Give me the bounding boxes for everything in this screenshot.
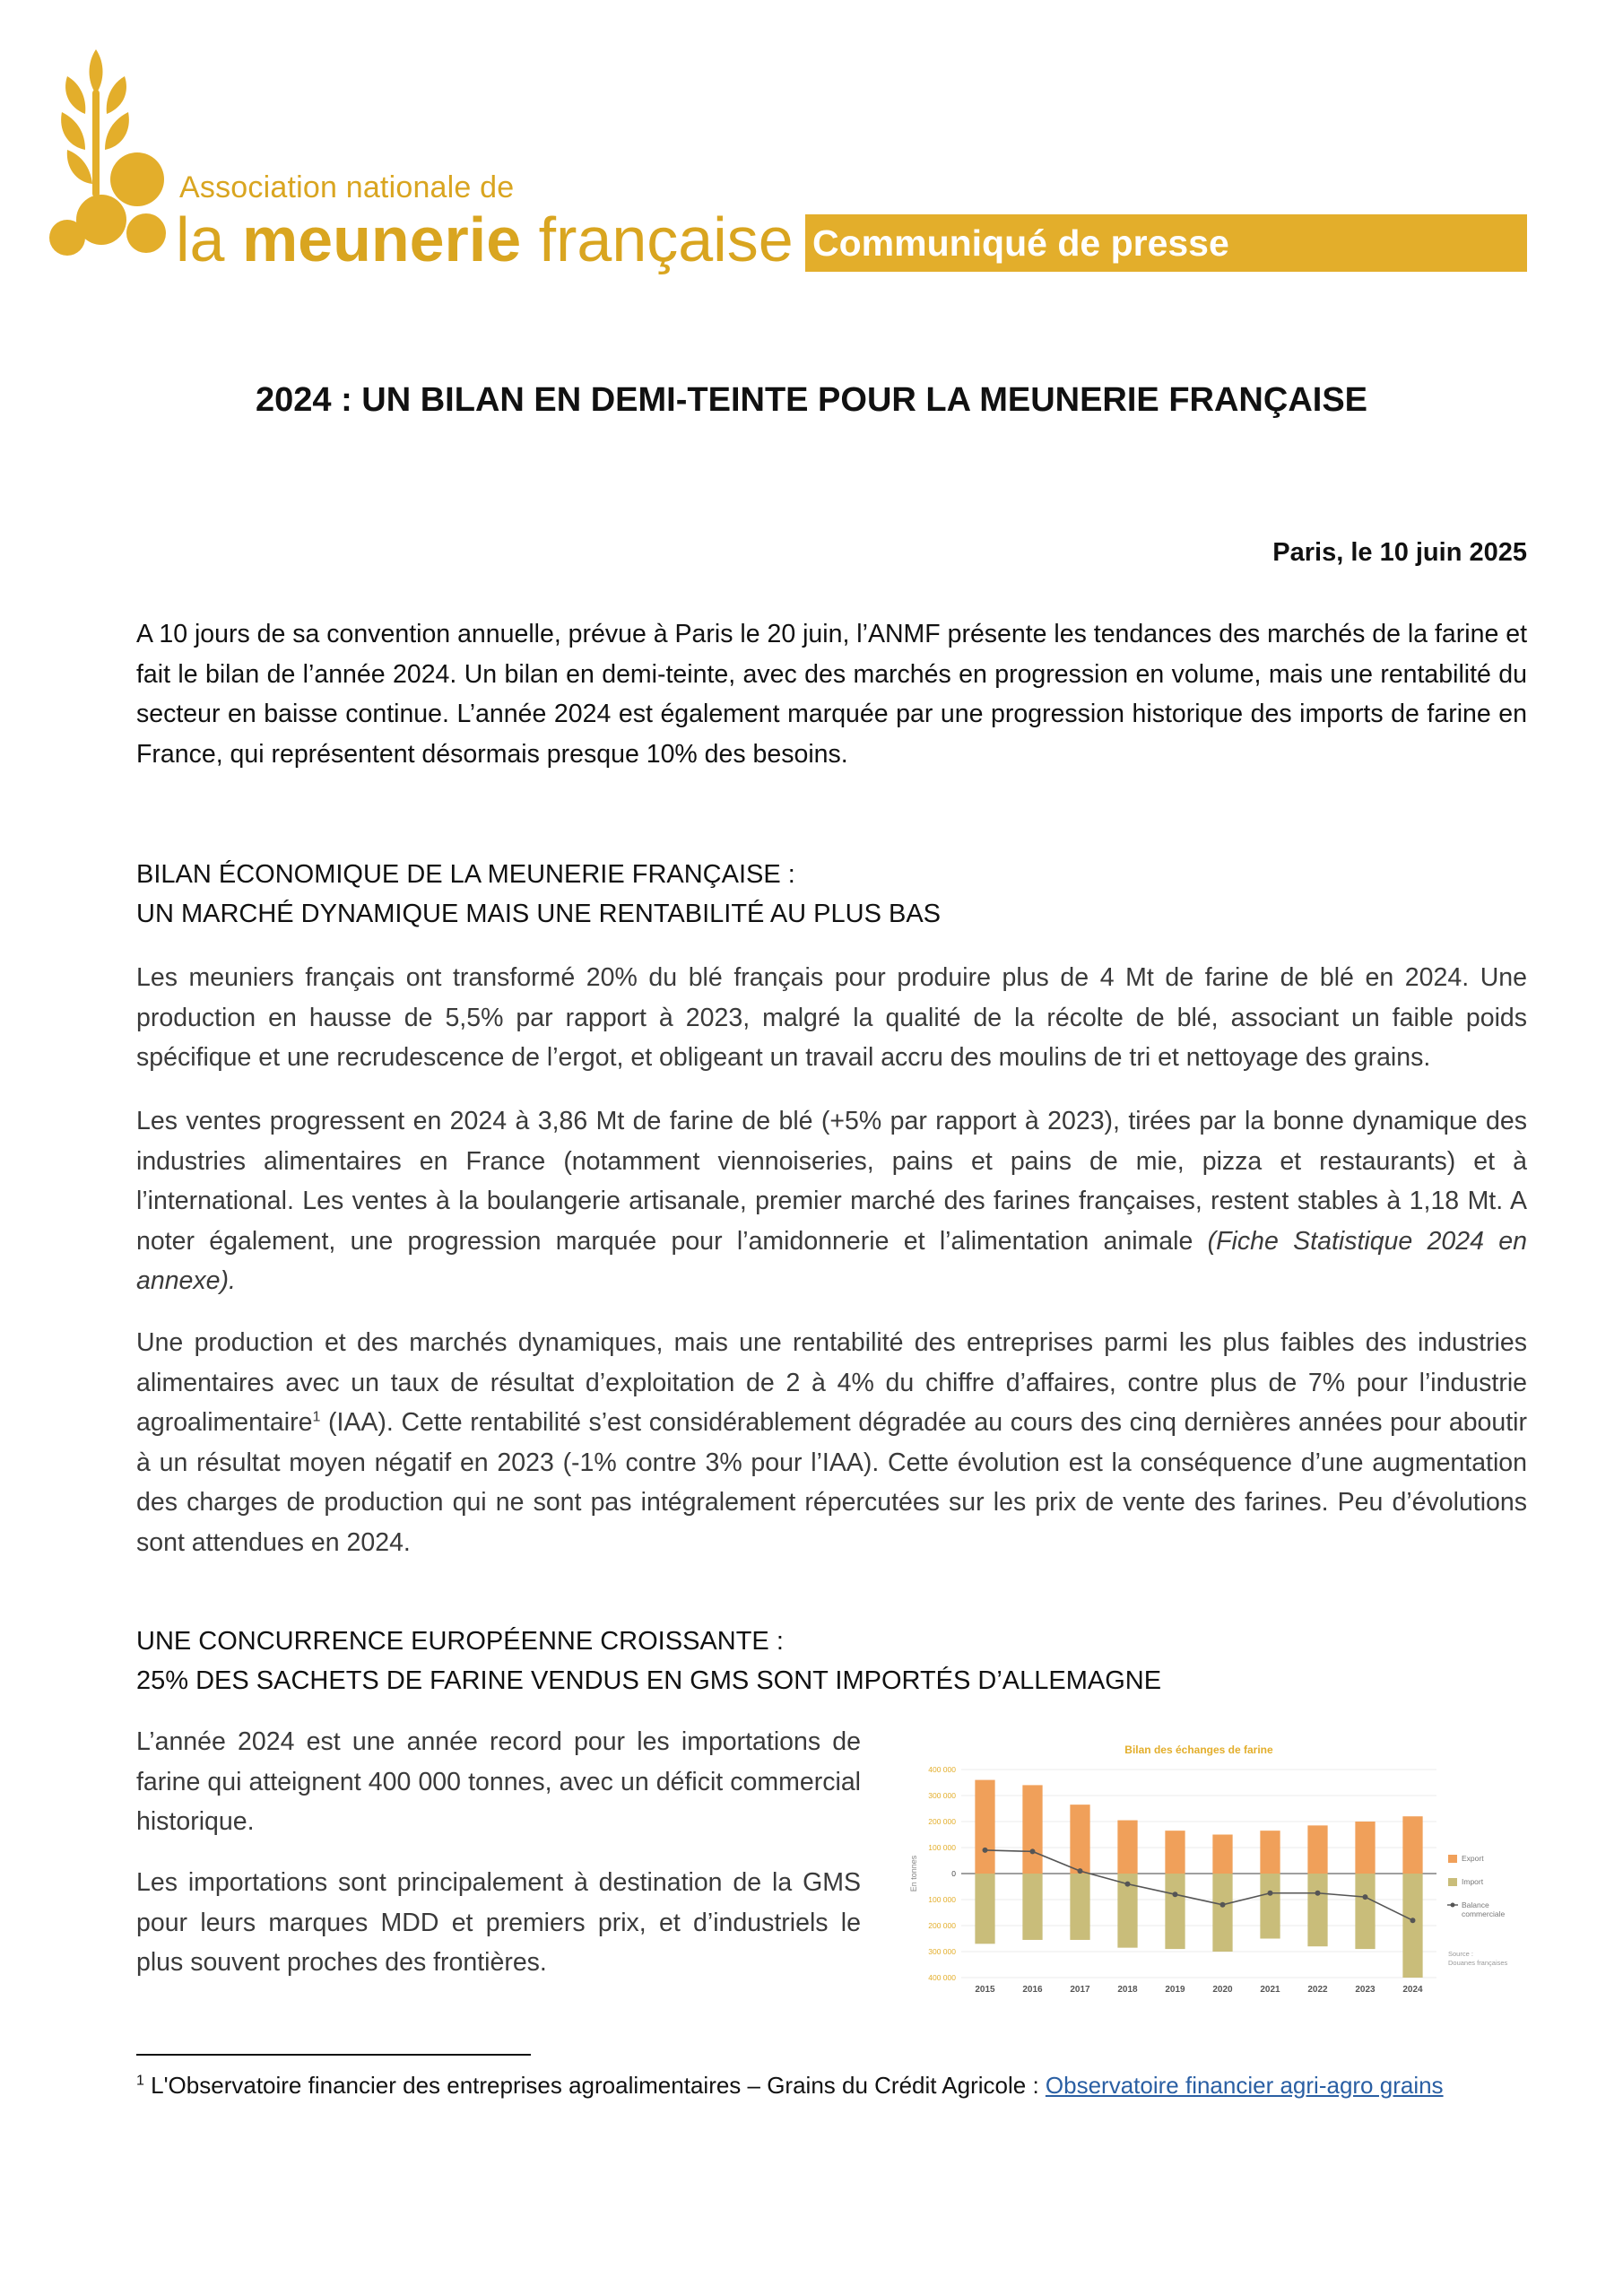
- export-bar: [1307, 1825, 1327, 1874]
- section1-heading-line2: UN MARCHÉ DYNAMIQUE MAIS UNE RENTABILITÉ AU PLUS BAS: [136, 900, 942, 928]
- press-release-banner: Communiqué de presse: [805, 214, 1527, 272]
- import-bar: [1165, 1874, 1185, 1949]
- section1-heading: [136, 855, 941, 934]
- export-bar: [1402, 1816, 1422, 1874]
- org-name-part-a: la: [176, 204, 242, 274]
- y-tick-label: 100 000: [928, 1843, 956, 1852]
- paragraph-3-text-b: (IAA). Cette rentabilité s’est considérablement dégradée au cours des cinq dernières années pour aboutir à un résultat moyen négatif en 2023 (-1% contre 3% pour l’IAA). Cette évolution est la conséquence d’une augmentation des charges de production qui ne sont pas intégralement répercutées sur les prix de vente des farines. Peu d’évolutions sont attendues en 2024.: [136, 1408, 1527, 1557]
- footnote-divider: [136, 2054, 531, 2056]
- balance-point: [1410, 1918, 1416, 1923]
- balance-point: [1173, 1892, 1178, 1897]
- x-tick-label: 2023: [1355, 1985, 1376, 1995]
- chart-title: Bilan des échanges de farine: [1124, 1744, 1273, 1756]
- y-tick-label: 0: [951, 1869, 956, 1878]
- org-name-line1: Association nationale de: [179, 170, 515, 204]
- balance-line: [985, 1850, 1413, 1920]
- legend-label: Balance: [1462, 1900, 1489, 1909]
- export-bar: [1165, 1831, 1185, 1874]
- import-bar: [1355, 1874, 1375, 1949]
- section2-heading: [136, 1622, 1161, 1700]
- chart-source: Douanes françaises: [1448, 1959, 1508, 1967]
- export-bar: [1022, 1785, 1042, 1874]
- wheat-logo-icon: [49, 40, 170, 274]
- export-bar: [1070, 1805, 1089, 1874]
- legend-label: commerciale: [1462, 1909, 1506, 1918]
- balance-point: [1220, 1902, 1226, 1908]
- export-bar: [1212, 1835, 1232, 1874]
- export-bar: [1117, 1821, 1137, 1874]
- x-tick-label: 2019: [1165, 1985, 1185, 1995]
- x-tick-label: 2024: [1402, 1985, 1423, 1995]
- import-bar: [1260, 1874, 1280, 1939]
- footnote-link[interactable]: Observatoire financier agri-agro grains: [1045, 2072, 1444, 2099]
- x-tick-label: 2021: [1260, 1985, 1280, 1995]
- y-tick-label: 200 000: [928, 1921, 956, 1930]
- footnote-reference[interactable]: 1: [312, 1409, 321, 1425]
- legend-label: Import: [1462, 1877, 1484, 1886]
- legend-swatch-export: [1448, 1855, 1457, 1863]
- section1-paragraph-2: [136, 1101, 1527, 1301]
- legend-swatch-balance-dot: [1451, 1903, 1455, 1908]
- legend-label: Export: [1462, 1854, 1484, 1863]
- import-bar: [1307, 1874, 1327, 1946]
- org-name-part-bold: meunerie: [241, 204, 522, 274]
- import-bar: [1022, 1874, 1042, 1940]
- balance-point: [1315, 1891, 1321, 1896]
- balance-point: [1268, 1891, 1273, 1896]
- balance-point: [983, 1848, 988, 1853]
- section2-heading-line1: UNE CONCURRENCE EUROPÉENNE CROISSANTE :: [136, 1627, 784, 1656]
- document-title: 2024 : UN BILAN EN DEMI-TEINTE POUR LA MEUNERIE FRANÇAISE: [255, 381, 1368, 419]
- paragraph-2-italic-note: (Fiche Statistique 2024 en annexe).: [136, 1226, 1527, 1295]
- footnote-marker: 1: [136, 2073, 144, 2089]
- x-tick-label: 2020: [1212, 1985, 1233, 1995]
- y-tick-label: 400 000: [928, 1973, 956, 1982]
- section2-paragraph-2: Les importations sont principalement à destination de la GMS pour leurs marques MDD et premiers prix, et d’industriels le plus souvent proches des frontières.: [136, 1868, 861, 1977]
- section1-heading-line1: BILAN ÉCONOMIQUE DE LA MEUNERIE FRANÇAISE :: [136, 860, 795, 889]
- y-tick-label: 100 000: [928, 1895, 956, 1904]
- document-date: Paris, le 10 juin 2025: [1272, 538, 1527, 567]
- y-tick-label: 300 000: [928, 1791, 956, 1800]
- footnote-text: L'Observatoire financier des entreprises agroalimentaires – Grains du Crédit Agricole :: [143, 2072, 1046, 2099]
- y-tick-label: 300 000: [928, 1947, 956, 1956]
- paragraph-2-text: Les ventes progressent en 2024 à 3,86 Mt de farine de blé (+5% par rapport à 2023), tirées par la bonne dynamique des industries alimentaires en France (notamment viennoiseries, pains et pains de mie, pizza et restaurants) et à l’international. Les ventes à la boulangerie artisanale, premier marché des farines françaises, restent stables à 1,18 Mt. A noter également, une progression marquée pour l’amidonnerie et l’alimentation animale: [136, 1107, 1527, 1256]
- section2-heading-line2: 25% DES SACHETS DE FARINE VENDUS EN GMS SONT IMPORTÉS D’ALLEMAGNE: [136, 1666, 1162, 1695]
- org-name-part-c: française: [521, 204, 794, 274]
- balance-point: [1125, 1882, 1131, 1887]
- import-bar: [1070, 1874, 1089, 1940]
- y-tick-label: 400 000: [928, 1765, 956, 1774]
- legend-swatch-import: [1448, 1878, 1457, 1886]
- import-bar: [975, 1874, 994, 1944]
- import-bar: [1402, 1874, 1422, 1978]
- intro-paragraph: A 10 jours de sa convention annuelle, prévue à Paris le 20 juin, l’ANMF présente les tendances des marchés de la farine et fait le bilan de l’année 2024. Un bilan en demi-teinte, avec des marchés en progression en volume, mais une rentabilité du secteur en baisse continue. L’année 2024 est également marquée par une progression historique des imports de farine en France, qui représentent désormais presque 10% des besoins.: [136, 620, 1527, 769]
- export-bar: [1260, 1831, 1280, 1874]
- balance-point: [1363, 1894, 1368, 1900]
- footnote: [136, 2068, 1527, 2102]
- y-tick-label: 200 000: [928, 1817, 956, 1826]
- section1-paragraph-1: Les meuniers français ont transformé 20% du blé français pour produire plus de 4 Mt de farine de blé en 2024. Une production en hausse de 5,5% par rapport à 2023, malgré la qualité de la récolte de blé, associant un faible poids spécifique et une recrudescence de l’ergot, et obligeant un travail accru des moulins de tri et nettoyage des grains.: [136, 963, 1527, 1072]
- x-tick-label: 2017: [1070, 1985, 1090, 1995]
- section2-paragraph-1: L’année 2024 est une année record pour les importations de farine qui atteignent 400 000 tonnes, avec un déficit commercial historique.: [136, 1727, 861, 1836]
- x-tick-label: 2022: [1307, 1985, 1328, 1995]
- paragraph-3-text-a: Une production et des marchés dynamiques, mais une rentabilité des entreprises parmi les plus faibles des industries alimentaires avec un taux de résultat d’exploitation de 2 à 4% du chiffre d’affaires, contre plus de 7% pour l’industrie agroalimentaire: [136, 1328, 1527, 1437]
- x-tick-label: 2015: [975, 1985, 995, 1995]
- balance-point: [1078, 1868, 1083, 1874]
- flour-trade-chart: [906, 1735, 1533, 2000]
- section1-paragraph-3: [136, 1323, 1527, 1562]
- chart-source: Source :: [1448, 1950, 1473, 1958]
- export-bar: [975, 1780, 994, 1874]
- x-tick-label: 2018: [1117, 1985, 1138, 1995]
- chart-ylabel: En tonnes: [909, 1855, 918, 1892]
- import-bar: [1212, 1874, 1232, 1952]
- x-tick-label: 2016: [1022, 1985, 1043, 1995]
- export-bar: [1355, 1822, 1375, 1874]
- org-name-line2: [176, 204, 794, 274]
- balance-point: [1030, 1848, 1036, 1854]
